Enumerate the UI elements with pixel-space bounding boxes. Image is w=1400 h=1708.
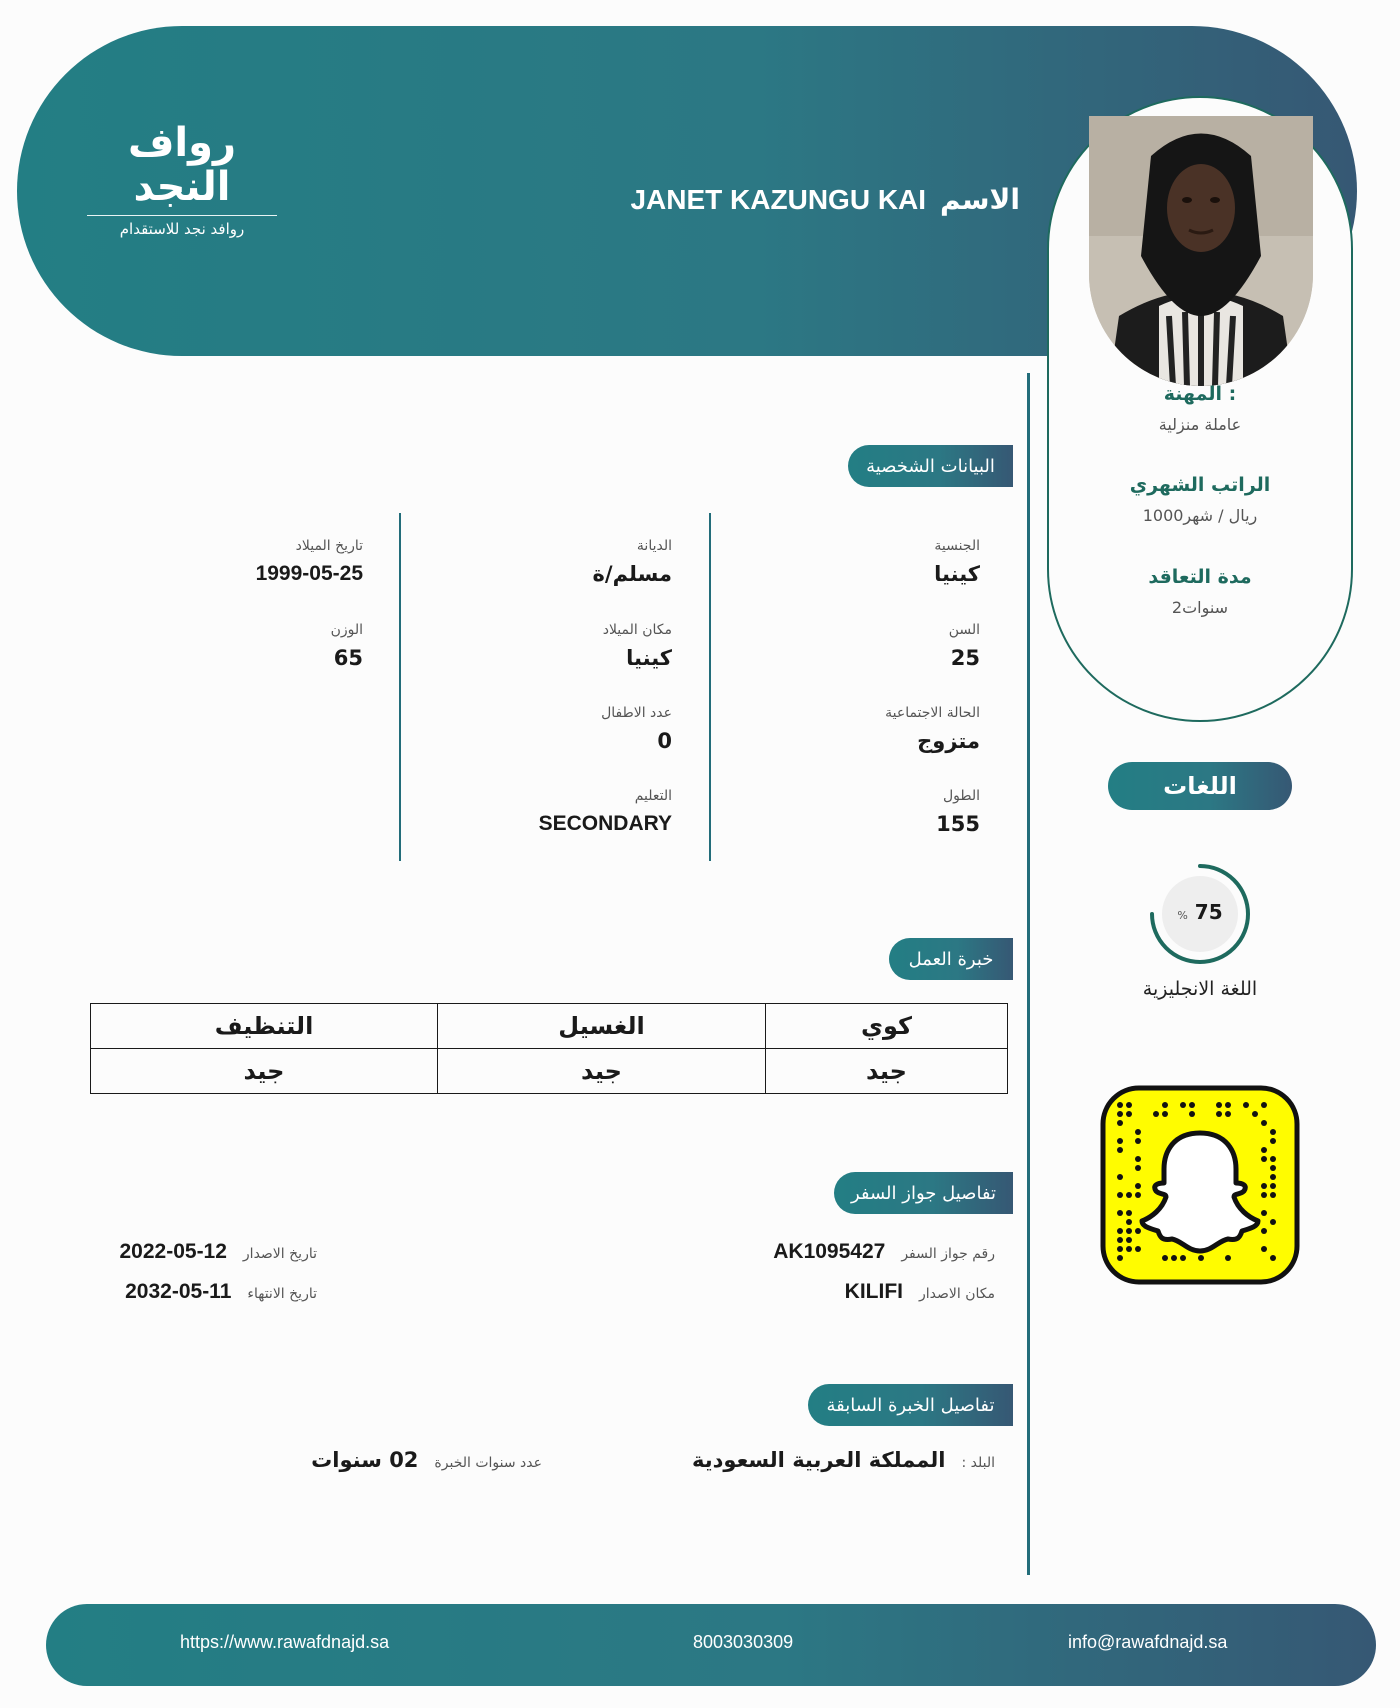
- age-label: السن: [948, 622, 980, 638]
- snapcode-dot: [1270, 1183, 1276, 1189]
- snapcode-dot: [1243, 1102, 1249, 1108]
- snapcode-dot: [1162, 1111, 1168, 1117]
- snapcode-dot: [1225, 1255, 1231, 1261]
- children-label: عدد الاطفال: [601, 705, 672, 721]
- snapcode-dot: [1261, 1192, 1267, 1198]
- skill-header: كوي: [766, 1004, 1008, 1049]
- expiry-date-field: [125, 1280, 317, 1304]
- snapcode-dot: [1198, 1255, 1204, 1261]
- person-photo-icon: [1089, 116, 1313, 386]
- snapcode-dot: [1216, 1102, 1222, 1108]
- snapcode-dot: [1261, 1120, 1267, 1126]
- snapcode-dot: [1180, 1255, 1186, 1261]
- skills-level-row: [91, 1049, 1008, 1094]
- passport-number-value: AK1095427: [773, 1240, 886, 1263]
- profession-value: عاملة منزلية: [1158, 415, 1242, 434]
- skills-header-row: [91, 1004, 1008, 1049]
- salary-label: الراتب الشهري: [1129, 474, 1271, 496]
- snapcode-dot: [1117, 1147, 1123, 1153]
- logo-mark: رواف النجد: [87, 121, 277, 216]
- snapcode-dot: [1225, 1111, 1231, 1117]
- birth-date-value: 1999-05-25: [255, 562, 363, 585]
- snapcode-dot: [1126, 1246, 1132, 1252]
- snapcode-dot: [1135, 1138, 1141, 1144]
- religion-field: [452, 538, 672, 586]
- logo-subtitle: روافد نجد للاستقدام: [119, 220, 245, 238]
- birth-place-label: مكان الميلاد: [602, 622, 672, 638]
- nationality-value: كينيا: [934, 562, 980, 586]
- education-label: التعليم: [634, 788, 672, 804]
- snapcode-dot: [1252, 1111, 1258, 1117]
- birth-place-field: [452, 622, 672, 670]
- column-divider: [709, 513, 711, 861]
- snapcode-dot: [1126, 1237, 1132, 1243]
- snapcode-dot: [1261, 1228, 1267, 1234]
- name-label: الاسم: [940, 183, 1020, 216]
- age-value: 25: [950, 646, 980, 670]
- age-field: [760, 622, 980, 670]
- snapcode-dot: [1117, 1192, 1123, 1198]
- footer-bar: [46, 1604, 1376, 1686]
- percent-sign: %: [1177, 909, 1188, 922]
- snapcode-dot: [1162, 1102, 1168, 1108]
- snapcode-dot: [1261, 1102, 1267, 1108]
- weight-value: 65: [333, 646, 363, 670]
- skill-header: الغسيل: [438, 1004, 766, 1049]
- education-value: SECONDARY: [538, 812, 672, 835]
- snapcode-dot: [1117, 1120, 1123, 1126]
- timeline-divider: [1027, 373, 1030, 1575]
- issue-place-label: مكان الاصدار: [919, 1286, 995, 1302]
- section-passport: تفاصيل جواز السفر: [834, 1172, 1013, 1214]
- english-percent: 75: [1194, 900, 1223, 924]
- languages-heading: اللغات: [1108, 762, 1292, 810]
- weight-label: الوزن: [330, 622, 363, 638]
- children-value: 0: [657, 729, 672, 753]
- snapcode-dot: [1117, 1210, 1123, 1216]
- snapcode-dot: [1171, 1255, 1177, 1261]
- snapcode-dot: [1117, 1102, 1123, 1108]
- snapcode-dot: [1180, 1102, 1186, 1108]
- height-value: 155: [936, 812, 980, 836]
- phone-number[interactable]: 8003030309: [693, 1632, 794, 1652]
- profile-card: [1047, 96, 1353, 722]
- previous-years-field: [311, 1448, 542, 1472]
- contract-label: مدة التعاقد: [1148, 566, 1252, 588]
- section-previous: تفاصيل الخبرة السابقة: [808, 1384, 1013, 1426]
- website-link[interactable]: https://www.rawafdnajd.sa: [180, 1632, 390, 1652]
- snapcode-dot: [1153, 1111, 1159, 1117]
- previous-country-field: [692, 1448, 995, 1472]
- contract-value: 2سنوات: [1171, 598, 1229, 617]
- nationality-label: الجنسية: [934, 538, 980, 554]
- snapcode-dot: [1117, 1138, 1123, 1144]
- company-logo: [87, 121, 277, 238]
- religion-value: مسلم/ة: [592, 562, 672, 586]
- snapcode-dot: [1126, 1228, 1132, 1234]
- english-label: اللغة الانجليزية: [1142, 978, 1258, 1000]
- skill-level: جيد: [766, 1049, 1008, 1094]
- snapcode-dot: [1270, 1156, 1276, 1162]
- snapchat-ghost-icon: [1100, 1085, 1300, 1285]
- salary-value: 1000ريال / شهر: [1142, 506, 1258, 525]
- snapcode-dot: [1135, 1156, 1141, 1162]
- snapcode-dot: [1117, 1255, 1123, 1261]
- profession-label: المهنة :: [1163, 383, 1237, 405]
- birth-place-value: كينيا: [626, 646, 672, 670]
- snapcode-dot: [1126, 1111, 1132, 1117]
- birth-date-field: [143, 538, 363, 586]
- worker-name: JANET KAZUNGU KAI: [630, 184, 927, 215]
- snapcode-dot: [1117, 1228, 1123, 1234]
- expiry-date-value: 2032-05-11: [125, 1280, 232, 1303]
- email-link[interactable]: info@rawafdnajd.sa: [1068, 1632, 1228, 1652]
- snapcode-dot: [1261, 1147, 1267, 1153]
- snapcode-dot: [1261, 1246, 1267, 1252]
- snapcode-dot: [1126, 1219, 1132, 1225]
- snapcode-dot: [1117, 1174, 1123, 1180]
- snapcode-dot: [1225, 1102, 1231, 1108]
- issue-date-field: [120, 1240, 318, 1264]
- snapcode-dot: [1270, 1138, 1276, 1144]
- profession-block: [1049, 383, 1351, 434]
- skills-table: [90, 1003, 1008, 1094]
- issue-date-value: 2022-05-12: [119, 1240, 227, 1263]
- contract-block: [1049, 566, 1351, 617]
- marital-field: [760, 705, 980, 753]
- snapcode-dot: [1135, 1183, 1141, 1189]
- skill-level: جيد: [438, 1049, 766, 1094]
- previous-years-label: عدد سنوات الخبرة: [434, 1455, 542, 1471]
- snapcode-dot: [1126, 1192, 1132, 1198]
- snapcode-dot: [1135, 1165, 1141, 1171]
- snapcode-dot: [1270, 1219, 1276, 1225]
- religion-label: الديانة: [636, 538, 672, 554]
- snapcode-dot: [1270, 1129, 1276, 1135]
- name-row: [630, 183, 1020, 216]
- snapcode-dot: [1261, 1210, 1267, 1216]
- birth-date-label: تاريخ الميلاد: [295, 538, 363, 554]
- skill-header: التنظيف: [91, 1004, 438, 1049]
- snapcode-dot: [1189, 1111, 1195, 1117]
- section-personal: البيانات الشخصية: [848, 445, 1013, 487]
- skill-level: جيد: [91, 1049, 438, 1094]
- snapcode-dot: [1270, 1165, 1276, 1171]
- english-gauge: [1148, 862, 1252, 966]
- snapcode-dot: [1126, 1210, 1132, 1216]
- snapcode-dot: [1135, 1228, 1141, 1234]
- section-experience: خبرة العمل: [889, 938, 1013, 980]
- height-label: الطول: [942, 788, 980, 804]
- snapcode-dot: [1117, 1237, 1123, 1243]
- snapcode-dot: [1117, 1111, 1123, 1117]
- issue-place-field: [845, 1280, 995, 1304]
- snapcode-dot: [1216, 1111, 1222, 1117]
- snapcode-dot: [1261, 1183, 1267, 1189]
- column-divider: [399, 513, 401, 861]
- children-field: [452, 705, 672, 753]
- previous-country-value: المملكة العربية السعودية: [692, 1448, 946, 1472]
- previous-years-value: 02 سنوات: [311, 1448, 419, 1472]
- passport-number-label: رقم جواز السفر: [901, 1246, 995, 1262]
- marital-label: الحالة الاجتماعية: [885, 705, 980, 721]
- snapcode-dot: [1162, 1255, 1168, 1261]
- snapcode[interactable]: [1100, 1085, 1300, 1285]
- weight-field: [143, 622, 363, 670]
- snapcode-dot: [1270, 1255, 1276, 1261]
- issue-place-value: KILIFI: [844, 1280, 903, 1303]
- height-field: [760, 788, 980, 836]
- snapcode-dot: [1135, 1129, 1141, 1135]
- previous-country-label: البلد :: [961, 1455, 995, 1471]
- snapcode-dot: [1135, 1192, 1141, 1198]
- snapcode-dot: [1126, 1102, 1132, 1108]
- snapcode-dot: [1135, 1246, 1141, 1252]
- snapcode-dot: [1117, 1246, 1123, 1252]
- nationality-field: [760, 538, 980, 586]
- passport-number-field: [773, 1240, 995, 1264]
- snapcode-dot: [1270, 1192, 1276, 1198]
- marital-value: متزوج: [917, 729, 980, 753]
- worker-photo: [1089, 116, 1313, 386]
- issue-date-label: تاريخ الاصدار: [242, 1246, 317, 1262]
- snapcode-dot: [1270, 1174, 1276, 1180]
- expiry-date-label: تاريخ الانتهاء: [247, 1286, 317, 1302]
- snapcode-dot: [1261, 1156, 1267, 1162]
- salary-block: [1049, 474, 1351, 525]
- education-field: [452, 788, 672, 836]
- snapcode-dot: [1189, 1102, 1195, 1108]
